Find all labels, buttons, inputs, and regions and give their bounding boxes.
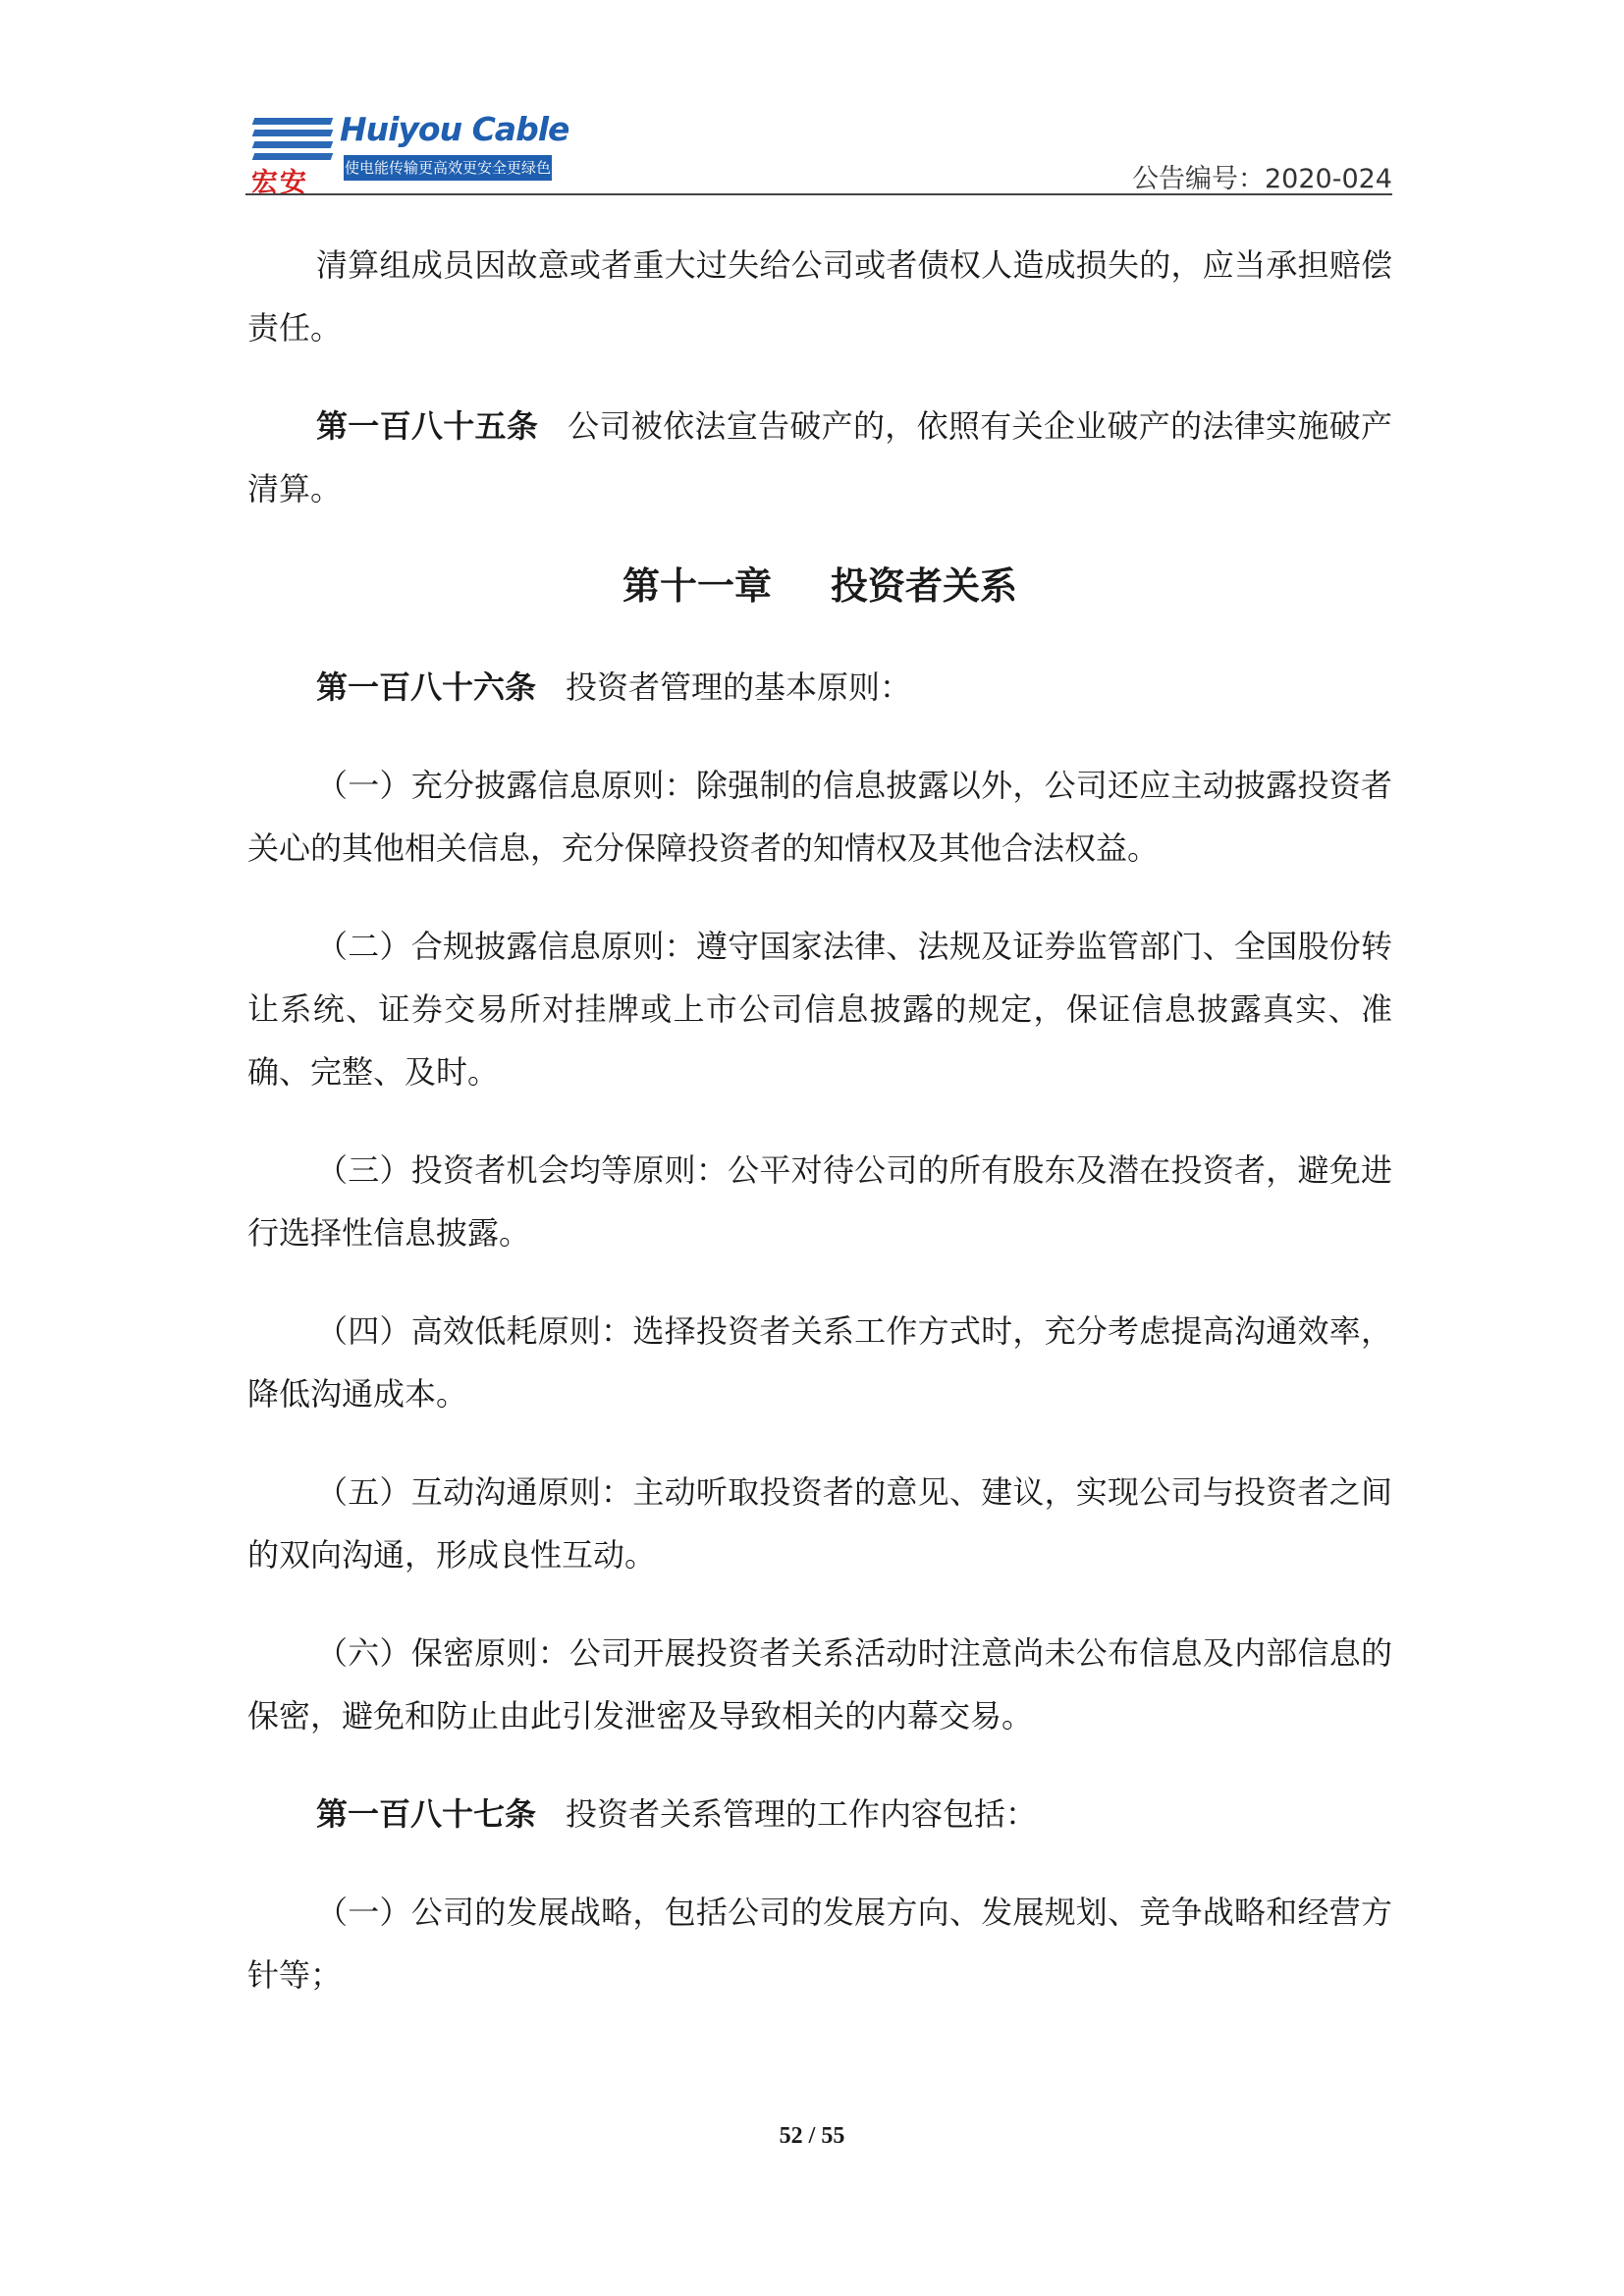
paragraph [247,1622,1392,1747]
header-divider [245,193,1392,195]
paragraph [247,915,1392,1103]
paragraph-text: （六）保密原则：公司开展投资者关系活动时注意尚未公布信息及内部信息的保密，避免和防止由此引发泄密及导致相关的内幕交易。 [247,1634,1392,1735]
paragraph [247,1881,1392,2006]
article-number: 第一百八十七条 [316,1795,537,1833]
paragraph-text: （二）合规披露信息原则：遵守国家法律、法规及证券监管部门、全国股份转让系统、证券交易所对挂牌或上市公司信息披露的规定，保证信息披露真实、准确、完整、及时。 [247,928,1392,1091]
chapter-number: 第十一章 [622,563,772,608]
paragraph [247,234,1392,359]
article-number: 第一百八十六条 [316,668,537,706]
company-logo [245,110,569,196]
paragraph-text: 投资者关系管理的工作内容包括： [566,1795,1038,1833]
page-header [245,106,1392,196]
logo-brand-en: Huiyou Cable [340,110,569,148]
page-number: 52 / 55 [779,2123,845,2149]
article-number: 第一百八十五条 [316,407,539,445]
paragraph-text: 投资者管理的基本原则： [566,668,912,706]
paragraph-text: （一）充分披露信息原则：除强制的信息披露以外，公司还应主动披露投资者关心的其他相关信息，充分保障投资者的知情权及其他合法权益。 [247,767,1392,867]
paragraph [247,656,1392,719]
paragraph [247,1300,1392,1425]
paragraph [247,754,1392,880]
document-body [247,234,1392,2042]
paragraph-text: （五）互动沟通原则：主动听取投资者的意见、建议，实现公司与投资者之间的双向沟通，形成良性互动。 [247,1473,1392,1574]
paragraph [247,1139,1392,1264]
logo-slogan: 使电能传输更高效更安全更绿色 [344,155,552,181]
paragraph-text: 公司被依法宣告破产的，依照有关企业破产的法律实施破产清算。 [247,407,1392,507]
paragraph [247,1783,1392,1845]
paragraph-text: （四）高效低耗原则：选择投资者关系工作方式时，充分考虑提高沟通效率，降低沟通成本。 [247,1312,1392,1413]
chapter-title: 投资者关系 [831,563,1018,608]
paragraph-text: （一）公司的发展战略，包括公司的发展方向、发展规划、竞争战略和经营方针等； [247,1894,1392,1994]
paragraph-text: 清算组成员因故意或者重大过失给公司或者债权人造成损失的，应当承担赔偿责任。 [247,246,1392,347]
paragraph [247,1461,1392,1586]
paragraph [247,395,1392,520]
paragraph-text: （三）投资者机会均等原则：公平对待公司的所有股东及潜在投资者，避免进行选择性信息披露。 [247,1151,1392,1252]
logo-brand-cn: 宏安 [251,168,308,198]
chapter-heading [247,556,1392,616]
notice-number: 公告编号：2020-024 [1132,164,1392,194]
